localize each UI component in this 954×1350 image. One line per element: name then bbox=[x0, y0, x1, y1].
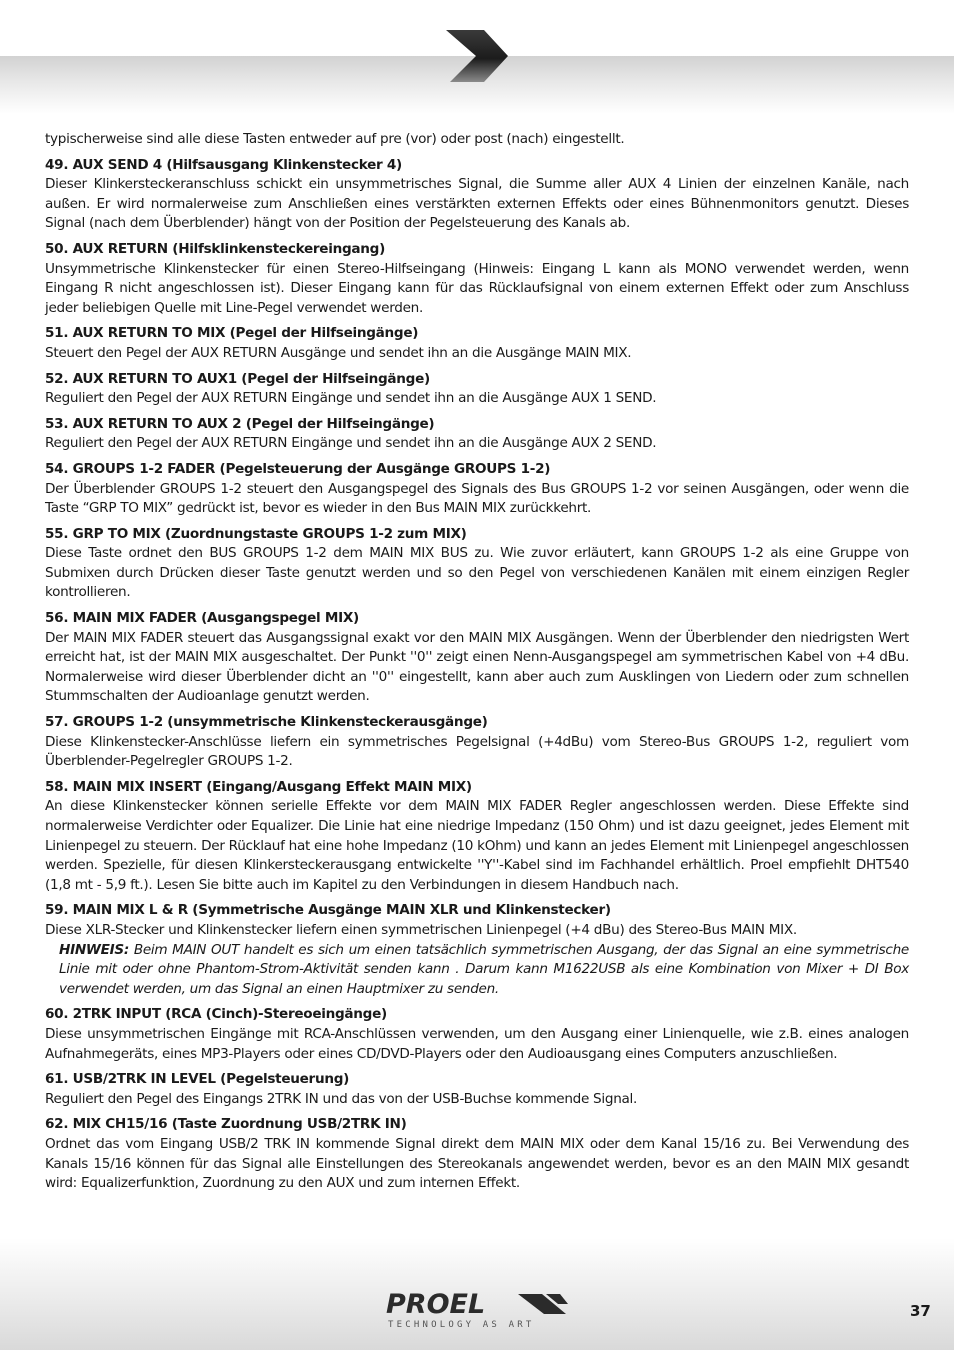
note-paragraph bbox=[45, 941, 909, 1000]
section-54 bbox=[45, 460, 909, 519]
section-body: Der Überblender GROUPS 1-2 steuert den Ausgangspegel des Signals des Bus GROUPS 1-2 vor seinen Ausgängen, oder wenn die Taste “GRP TO MIX” gedrückt ist, bevor es wieder in den Bus MAIN MIX zurückkehrt. bbox=[45, 480, 909, 517]
section-57 bbox=[45, 713, 909, 772]
logo-wing-icon bbox=[518, 1292, 568, 1316]
section-61 bbox=[45, 1070, 909, 1109]
section-title: 53. AUX RETURN TO AUX 2 (Pegel der Hilfseingänge) bbox=[45, 415, 435, 432]
section-title: 59. MAIN MIX L & R (Symmetrische Ausgänge MAIN XLR und Klinkenstecker) bbox=[45, 902, 611, 919]
section-body: Diese Taste ordnet den BUS GROUPS 1-2 dem MAIN MIX BUS zu. Wie zuvor erläutert, kann GROUPS 1-2 als eine Gruppe von Submixen durch Drücken dieser Taste genutzt werden und so den Pegel von verschiedenen Kanälen mit einem einzigen Regler kontrollieren. bbox=[45, 545, 909, 601]
section-title: 55. GRP TO MIX (Zuordnungstaste GROUPS 1-2 zum MIX) bbox=[45, 525, 467, 542]
section-50 bbox=[45, 240, 909, 318]
header-chevron-icon bbox=[440, 28, 512, 84]
section-53 bbox=[45, 415, 909, 454]
section-51 bbox=[45, 324, 909, 363]
page-content bbox=[45, 130, 909, 1194]
section-title: 60. 2TRK INPUT (RCA (Cinch)-Stereoeingänge) bbox=[45, 1006, 387, 1023]
section-title: 49. AUX SEND 4 (Hilfsausgang Klinkenstecker 4) bbox=[45, 156, 402, 173]
section-title: 62. MIX CH15/16 (Taste Zuordnung USB/2TRK IN) bbox=[45, 1116, 407, 1133]
brand-name: PROEL bbox=[386, 1289, 486, 1320]
section-body: Der MAIN MIX FADER steuert das Ausgangssignal exakt vor den MAIN MIX Ausgängen. Wenn der Überblender den niedrigsten Wert erreicht hat, ist der MAIN MIX ausgeschaltet. Der Punkt ''0'' zeigt einen Nenn-Ausgangspegel am symmetrischen Kabel von +4 dBu. Normalerweise wird dieser Überblender dicht an ''0'' eingestellt, kann aber auch zum Ausklingen von Liedern oder zum schnellen Stummschalten der Audioanlage genutzt werden. bbox=[45, 629, 909, 705]
section-title: 51. AUX RETURN TO MIX (Pegel der Hilfseingänge) bbox=[45, 325, 419, 342]
intro-text: typischerweise sind alle diese Tasten entweder auf pre (vor) oder post (nach) eingestellt. bbox=[45, 131, 625, 147]
section-title: 50. AUX RETURN (Hilfsklinkensteckereingang) bbox=[45, 240, 385, 257]
section-body: Reguliert den Pegel der AUX RETURN Eingänge und sendet ihn an die Ausgänge AUX 1 SEND. bbox=[45, 390, 657, 407]
section-title: 54. GROUPS 1-2 FADER (Pegelsteuerung der Ausgänge GROUPS 1-2) bbox=[45, 460, 551, 477]
section-body: Reguliert den Pegel des Eingangs 2TRK IN und das von der USB-Buchse kommende Signal. bbox=[45, 1090, 638, 1107]
section-60 bbox=[45, 1005, 909, 1064]
section-49 bbox=[45, 156, 909, 234]
section-body: Steuert den Pegel der AUX RETURN Ausgänge und sendet ihn an die Ausgänge MAIN MIX. bbox=[45, 344, 632, 361]
note-text: Beim MAIN OUT handelt es sich um einen tatsächlich symmetrischen Ausgang, der das Signal an eine symmetrische Linie mit oder ohne Phantom-Strom-Aktivität senden kann . Darum kann M1622USB als eine Kombination von Mixer + DI Box verwendet werden, um das Signal an einen Hauptmixer zu senden. bbox=[59, 941, 909, 997]
section-body: Diese XLR-Stecker und Klinkenstecker liefern einen symmetrischen Linienpegel (+4 dBu) des Stereo-Bus MAIN MIX. bbox=[45, 921, 797, 938]
section-body: An diese Klinkenstecker können serielle Effekte vor dem MAIN MIX FADER Regler angeschlossen werden. Diese Effekte sind normalerweise Verdichter oder Equalizer. Die Linie hat eine niedrige Impedanz (150 Ohm) und ist dazu geeignet, jedes Element mit Linienpegel zu steuern. Der Rücklauf hat eine hohe Impedanz (10 kOhm) und kann an jedes Element mit Linienpegel angeschlossen werden. Spezielle, für diesen Klinkersteckerausgang entwickelte ''Y''-Kabel sind im Fachhandel erhältlich. Proel empfiehlt DHT540 (1,8 mt - 5,9 ft.). Lesen Sie bitte auch im Kapitel zu den Verbindungen in diesem Handbuch nach. bbox=[45, 798, 909, 893]
section-52 bbox=[45, 370, 909, 409]
note-label: HINWEIS: bbox=[59, 941, 129, 958]
section-body: Dieser Klinkersteckeranschluss schickt ein unsymmetrisches Signal, die Summe aller AUX 4 Linien der einzelnen Kanäle, nach außen. Er wird normalerweise zum Anschließen eines verstärkten externen Effekts oder eines Bühnenmonitors genutzt. Dieses Signal (nach dem Überblender) hängt von der Position der Pegelsteuerung des Kanals ab. bbox=[45, 176, 909, 232]
section-body: Diese Klinkenstecker-Anschlüsse liefern ein symmetrisches Pegelsignal (+4dBu) vom Stereo-Bus GROUPS 1-2, reguliert vom Überblender-Pegelregler GROUPS 1-2. bbox=[45, 733, 909, 770]
section-title: 58. MAIN MIX INSERT (Eingang/Ausgang Effekt MAIN MIX) bbox=[45, 778, 472, 795]
section-title: 56. MAIN MIX FADER (Ausgangspegel MIX) bbox=[45, 610, 359, 627]
page-number: 37 bbox=[910, 1302, 931, 1320]
section-title: 57. GROUPS 1-2 (unsymmetrische Klinkensteckerausgänge) bbox=[45, 714, 488, 731]
section-title: 61. USB/2TRK IN LEVEL (Pegelsteuerung) bbox=[45, 1071, 350, 1088]
section-body: Diese unsymmetrischen Eingänge mit RCA-Anschlüssen verwenden, um den Ausgang einer Linienquelle, wie z.B. eines analogen Aufnahmegeräts, eines MP3-Players oder eines CD/DVD-Players oder den Audioausgang eines Computers anzuschließen. bbox=[45, 1025, 909, 1062]
section-56 bbox=[45, 609, 909, 707]
section-body: Reguliert den Pegel der AUX RETURN Eingänge und sendet ihn an die Ausgänge AUX 2 SEND. bbox=[45, 435, 657, 452]
brand-logo bbox=[386, 1290, 572, 1332]
section-59 bbox=[45, 901, 909, 999]
section-58 bbox=[45, 778, 909, 896]
section-title: 52. AUX RETURN TO AUX1 (Pegel der Hilfseingänge) bbox=[45, 370, 430, 387]
section-body: Ordnet das vom Eingang USB/2 TRK IN kommende Signal direkt dem MAIN MIX oder dem Kanal 15/16 zu. Bei Verwendung des Kanals 15/16 können für das Signal alle Einstellungen des Stereokanals angewendet werden, bevor es an den MAIN MIX gesandt wird: Equalizerfunktion, Zuordnung zu den AUX und zum internen Effekt. bbox=[45, 1135, 909, 1192]
section-55 bbox=[45, 525, 909, 603]
brand-tagline: TECHNOLOGY AS ART bbox=[388, 1320, 535, 1330]
section-body: Unsymmetrische Klinkenstecker für einen Stereo-Hilfseingang (Hinweis: Eingang L kann als MONO verwendet werden, wenn Eingang R nicht angeschlossen ist). Dieser Eingang kann für das Rücklaufsignal von einem externen Effekt oder zum Anschluss jeder beliebigen Quelle mit Line-Pegel verwendet werden. bbox=[45, 260, 909, 316]
section-62 bbox=[45, 1115, 909, 1193]
